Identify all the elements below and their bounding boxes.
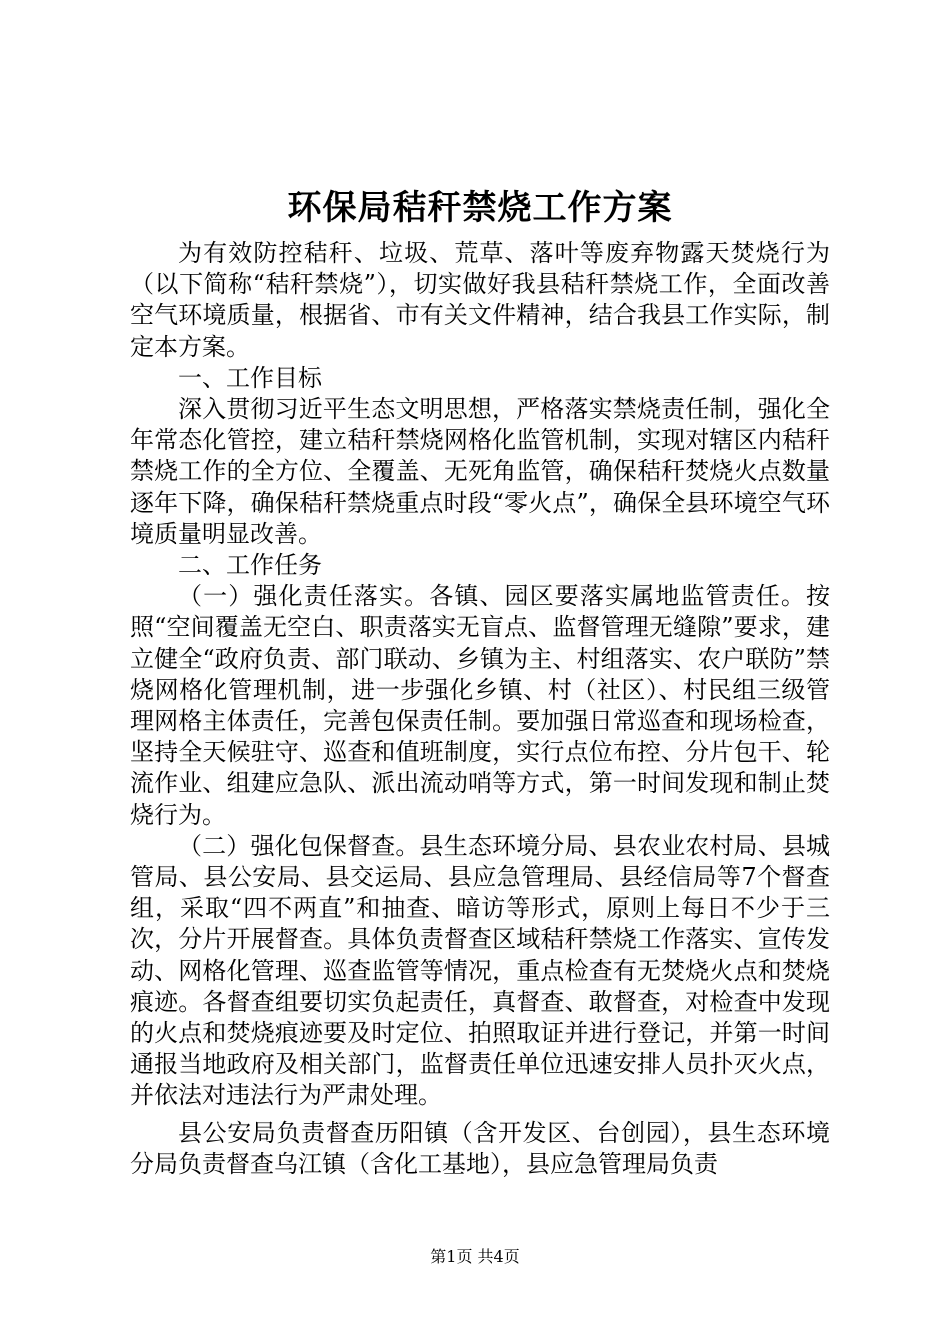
document-body xyxy=(130,238,830,1180)
paragraph-work-goal: 深入贯彻习近平生态文明思想，严格落实禁烧责任制，强化全年常态化管控，建立秸秆禁烧网格化监管机制，实现对辖区内秸秆禁烧工作的全方位、全覆盖、无死角监管，确保秸秆焚烧火点数量逐年下降，确保秸秆禁烧重点时段“零火点”，确保全县环境空气环境质量明显改善。 xyxy=(130,395,830,548)
paragraph-assignments: 县公安局负责督查历阳镇（含开发区、台创园），县生态环境分局负责督查乌江镇（含化工基地），县应急管理局负责 xyxy=(130,1118,830,1178)
heading-work-task: 二、工作任务 xyxy=(178,551,322,580)
paragraph-task-1: （一）强化责任落实。各镇、园区要落实属地监管责任。按照“空间覆盖无空白、职责落实无盲点、监督管理无缝隙”要求，建立健全“政府负责、部门联动、乡镇为主、村组落实、农户联防”禁烧网格化管理机制，进一步强化乡镇、村（社区）、村民组三级管理网格主体责任，完善包保责任制。要加强日常巡查和现场检查，坚持全天候驻守、巡查和值班制度，实行点位布控、分片包干、轮流作业、组建应急队、派出流动哨等方式，第一时间发现和制止焚烧行为。 xyxy=(130,582,830,829)
paragraph-intro: 为有效防控秸秆、垃圾、荒草、落叶等废弃物露天焚烧行为（以下简称“秸秆禁烧”），切实做好我县秸秆禁烧工作，全面改善空气环境质量，根据省、市有关文件精神，结合我县工作实际，制定本方案。 xyxy=(130,239,830,361)
paragraph-task-2: （二）强化包保督查。县生态环境分局、县农业农村局、县城管局、县公安局、县交运局、县应急管理局、县经信局等7个督查组，采取“四不两直”和抽查、暗访等形式，原则上每日不少于三次，分片开展督查。具体负责督查区域秸秆禁烧工作落实、宣传发动、网格化管理、巡查监管等情况，重点检查有无焚烧火点和焚烧痕迹。各督查组要切实负起责任，真督查、敢督查，对检查中发现的火点和焚烧痕迹要及时定位、拍照取证并进行登记，并第一时间通报当地政府及相关部门，监督责任单位迅速安排人员扑灭火点，并依法对违法行为严肃处理。 xyxy=(130,831,830,1110)
document-title: 环保局秸秆禁烧工作方案 xyxy=(287,188,673,228)
heading-work-goal: 一、工作目标 xyxy=(178,363,322,392)
page-number: 第1页 共4页 xyxy=(430,1247,520,1266)
